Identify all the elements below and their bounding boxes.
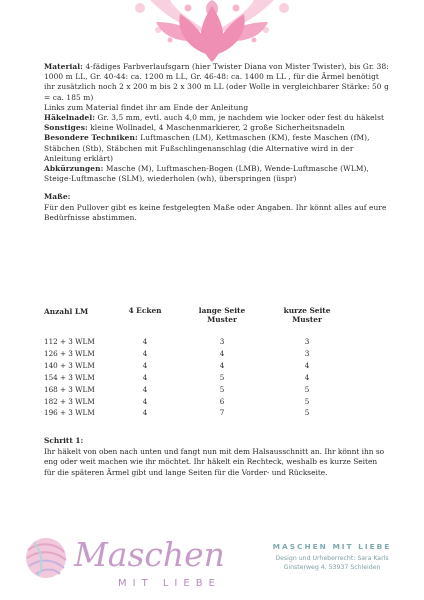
masse-heading: Maße: — [44, 192, 71, 202]
material-label: Material: — [44, 62, 84, 71]
abkuerzungen-text: Masche (M), Luftmaschen-Bogen (LMB), Wende-Luftmasche (WLM), Steige-Luftmasche (SLM), wiederholen (wh), überspringen (üspr) — [44, 164, 369, 184]
cell-ecken: 4 — [142, 372, 148, 382]
cell-anzahl-lm: 182 + 3 WLM — [44, 396, 95, 406]
cell-lange-seite: 4 — [219, 360, 225, 370]
header-kurze-seite: kurze Seite Muster — [283, 306, 331, 324]
cell-anzahl-lm: 196 + 3 WLM — [44, 408, 95, 418]
schritt-1-section — [44, 436, 389, 478]
table-row — [44, 384, 384, 396]
footer-address: Ginsterweg 4, 53937 Schleiden — [283, 564, 381, 571]
material-note: Links zum Material findet ihr am Ende der Anleitung — [44, 102, 249, 112]
abkuerzungen-paragraph — [44, 164, 389, 184]
cell-kurze-seite: 5 — [304, 396, 310, 406]
cell-ecken: 4 — [142, 337, 148, 346]
cell-kurze-seite: 5 — [304, 408, 310, 418]
cell-lange-seite: 7 — [219, 408, 225, 418]
sonstiges-paragraph — [44, 123, 389, 133]
cell-ecken: 4 — [142, 360, 148, 370]
cell-kurze-seite: 4 — [304, 360, 310, 370]
cell-kurze-seite: 5 — [304, 384, 310, 394]
cell-lange-seite: 3 — [219, 337, 225, 346]
table-header — [44, 306, 384, 324]
cell-kurze-seite: 3 — [304, 348, 310, 358]
logo-script-text: Maschen — [74, 535, 225, 574]
table-row — [44, 348, 384, 360]
size-table — [44, 306, 384, 419]
header-anzahl-lm: Anzahl LM — [44, 307, 89, 316]
schritt-1-heading: Schritt 1: — [44, 436, 84, 445]
header-lange-seite: lange Seite Muster — [198, 306, 246, 324]
schritt-1-text: Ihr häkelt von oben nach unten und fangt nun mit dem Halsausschnitt an. Ihr könnt ihn so eng oder weit machen wie ihr möchtet. Ihr häkelt ein Rechteck, weshalb es kurze Seiten für die späteren Ärmel gibt und lange Seiten für die Vorder- und Rückseite. — [44, 446, 385, 477]
haekelnadel-label: Häkelnadel: — [44, 113, 96, 123]
floral-ornament — [0, 0, 424, 64]
haekelnadel-paragraph — [44, 113, 389, 123]
footer-brand: MASCHEN MIT LIEBE — [272, 542, 392, 551]
sonstiges-label: Sonstiges: — [44, 123, 88, 133]
yarn-ball-icon — [26, 538, 66, 578]
techniken-label: Besondere Techniken: — [44, 133, 138, 143]
cell-kurze-seite: 3 — [304, 337, 310, 346]
cell-anzahl-lm: 154 + 3 WLM — [44, 372, 95, 382]
cell-lange-seite: 6 — [219, 396, 225, 406]
cell-anzahl-lm: 126 + 3 WLM — [44, 348, 95, 358]
cell-anzahl-lm: 112 + 3 WLM — [44, 337, 95, 346]
material-paragraph — [44, 62, 389, 103]
cell-ecken: 4 — [142, 396, 148, 406]
table-row — [44, 407, 384, 419]
footer-copyright: Design und Urheberrecht: Sara Karls — [275, 555, 389, 562]
logo-sub-text: MIT LIEBE — [118, 578, 221, 589]
table-body — [44, 336, 384, 419]
brand-logo — [20, 528, 240, 592]
cell-ecken: 4 — [142, 348, 148, 358]
table-row — [44, 360, 384, 372]
cell-ecken: 4 — [142, 408, 148, 418]
cell-anzahl-lm: 168 + 3 WLM — [44, 384, 95, 394]
masse-text: Für den Pullover gibt es keine festgelegten Maße oder Angaben. Ihr könnt alles auf eure Bedürfnisse abstimmen. — [44, 202, 387, 222]
haekelnadel-text: Gr. 3,5 mm, evtl. auch 4,0 mm, je nachdem wie locker oder fest du häkelst — [95, 113, 385, 123]
cell-lange-seite: 5 — [219, 372, 225, 382]
table-row — [44, 396, 384, 408]
material-section — [44, 62, 389, 223]
cell-lange-seite: 5 — [219, 384, 225, 394]
techniken-text: Luftmaschen (LM), Kettmaschen (KM), feste Maschen (fM), Stäbchen (Stb), Stäbchen mit Fußschlingenanschlag (die Alternative wird in der Anleitung erklärt) — [44, 133, 370, 163]
header-4-ecken: 4 Ecken — [128, 306, 162, 315]
table-row — [44, 336, 384, 348]
footer-credits — [258, 542, 406, 572]
cell-lange-seite: 4 — [219, 348, 225, 358]
material-text: 4-fädiges Farbverlaufsgarn (hier Twister Diana von Mister Twister), bis Gr. 38: 1000 m LL, Gr. 40-44: ca. 1200 m LL, Gr. 46-48: ca. 1400 m LL , für die Ärmel benötigt ihr zusätzlich noch 2 x 200 m bis 2 x 300 m LL (oder Wolle in vergleichbarer Stärke: 50 g = ca. 185 m) — [44, 62, 389, 102]
sonstiges-text: kleine Wollnadel, 4 Maschenmarkierer, 2 große Sicherheitsnadeln — [87, 123, 345, 133]
techniken-paragraph — [44, 133, 389, 164]
cell-anzahl-lm: 140 + 3 WLM — [44, 360, 95, 370]
abkuerzungen-label: Abkürzungen: — [44, 164, 104, 174]
cell-ecken: 4 — [142, 384, 148, 394]
table-row — [44, 372, 384, 384]
cell-kurze-seite: 4 — [304, 372, 310, 382]
